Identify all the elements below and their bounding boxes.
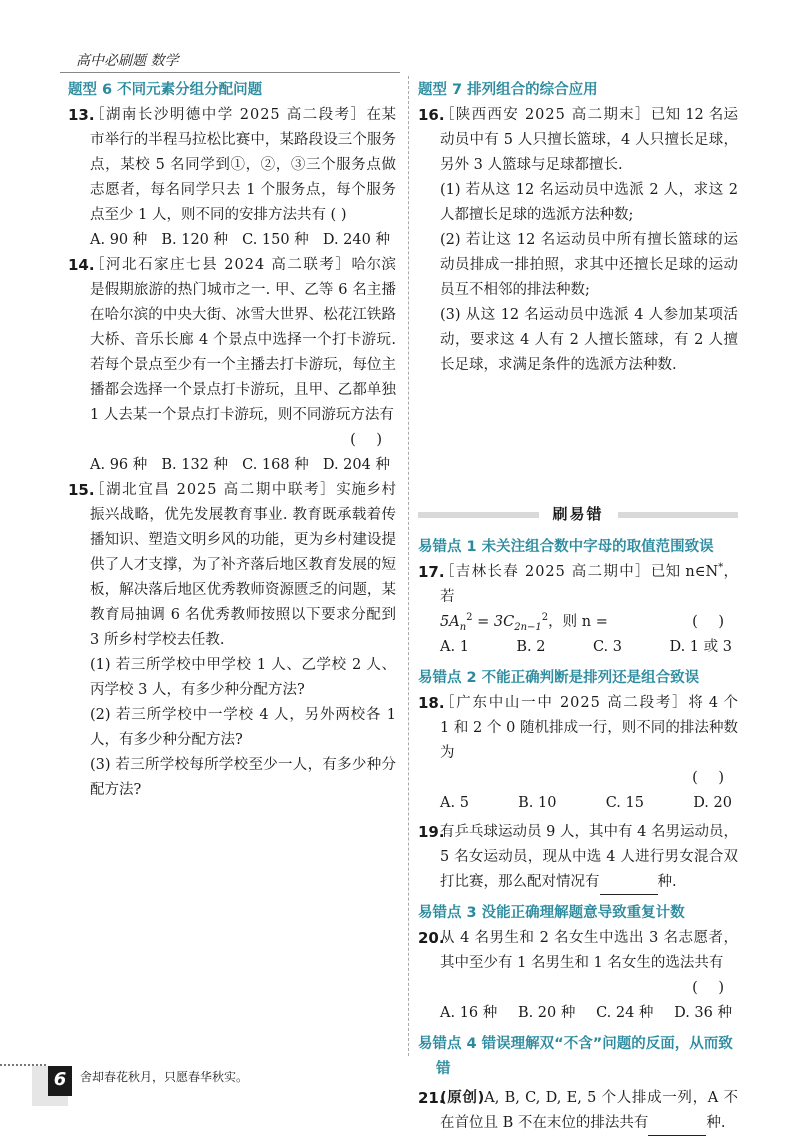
question-tail: 种. — [657, 874, 677, 890]
section-bar-line-left — [418, 512, 539, 518]
question-source: ［湖北宜昌 2025 高二期中联考］ — [90, 482, 337, 498]
sub-question-3: (3) 从这 12 名运动员中选派 4 人参加某项活动，要求这 4 人有 2 人擅长篮球，有 2 人擅长足球，求满足条件的选派方法种数. — [440, 307, 738, 373]
option-b: B. 20 种 — [517, 1005, 576, 1021]
sub-question-3: (3) 若三所学校每所学校至少一人，有多少种分配方法? — [90, 757, 396, 798]
option-b: B. 120 种 — [161, 232, 229, 248]
option-d: D. 204 种 — [322, 457, 390, 473]
question-18 — [418, 691, 738, 816]
question-source: ［湖南长沙明德中学 2025 高二段考］ — [90, 107, 367, 123]
sub-question-1: (1) 若三所学校中甲学校 1 人、乙学校 2 人、丙学校 3 人，有多少种分配方法? — [90, 657, 396, 698]
question-number: 13. — [68, 106, 95, 124]
option-c: C. 3 — [592, 639, 622, 655]
question-text: 已知 n∈N — [650, 564, 719, 580]
question-13 — [68, 103, 396, 253]
section-bar-label: 刷易错 — [552, 505, 604, 523]
option-a: A. 96 种 — [90, 457, 148, 473]
left-column — [68, 76, 396, 803]
option-b: B. 2 — [516, 639, 546, 655]
equation-part: ，则 n = — [548, 614, 608, 630]
question-17 — [418, 560, 738, 660]
answer-blank-parens: ( ) — [350, 432, 390, 448]
question-number: 18. — [418, 694, 445, 712]
equation-line — [440, 610, 738, 635]
fill-in-blank[interactable] — [600, 878, 658, 895]
question-20 — [418, 926, 738, 1026]
error-point-3: 易错点 3 没能正确理解题意导致重复计数 — [418, 905, 685, 921]
subscript: n — [459, 621, 467, 633]
question-15 — [68, 478, 396, 803]
option-b: B. 10 — [518, 795, 557, 811]
sub-question-2: (2) 若三所学校中一学校 4 人，另外两校各 1 人，有多少种分配方法? — [90, 707, 396, 748]
option-d: D. 240 种 — [322, 232, 390, 248]
subscript: 2n−1 — [514, 621, 542, 633]
option-d: D. 20 — [693, 795, 732, 811]
question-text: 有乒乓球运动员 9 人，其中有 4 名男运动员，5 名女运动员，现从中选 4 人进行男女混合双打比赛，那么配对情况有 — [440, 824, 738, 890]
question-16 — [418, 103, 738, 378]
answer-blank-parens: ( ) — [692, 980, 732, 996]
option-c: C. 168 种 — [242, 457, 309, 473]
option-a: A. 16 种 — [440, 1005, 498, 1021]
answer-options — [440, 791, 738, 816]
sub-question-1: (1) 若从这 12 名运动员中选派 2 人，求这 2 人都擅长足球的选派方法种数; — [440, 182, 738, 223]
column-divider — [408, 76, 409, 1056]
option-a: A. 5 — [440, 795, 469, 811]
option-d: D. 36 种 — [674, 1005, 732, 1021]
question-text: 已知 12 名运动员中有 5 人只擅长篮球，4 人只擅长足球，另外 3 人篮球与足球都擅长. — [440, 107, 738, 173]
question-text: 将 4 个 1 和 2 个 0 随机排成一行，则不同的排法种数为 — [440, 695, 738, 761]
section-bar-line-right — [618, 512, 739, 518]
footer-motto: 舍却春花秋月，只愿春华秋实。 — [80, 1070, 249, 1084]
question-source: ［陕西西安 2025 高二期末］ — [440, 107, 651, 123]
equation-part: 5A — [440, 614, 460, 630]
section-bar-errors — [418, 502, 738, 527]
question-number: 14. — [68, 256, 95, 274]
superscript: 2 — [466, 612, 473, 624]
question-text: 哈尔滨是假期旅游的热门城市之一. 甲、乙等 6 名主播在哈尔滨的中央大街、冰雪大世界、松花江铁路大桥、音乐长廊 4 个景点中选择一个打卡游玩. 若每个景点至少有一个主播去打卡游玩，每位主播都会选择一个景点打卡游玩，且甲、乙都单独 1 人去某一个景点打卡游玩，则不同游玩方法有 — [90, 257, 396, 423]
option-c: C. 15 — [605, 795, 644, 811]
sub-question-2: (2) 若让这 12 名运动员中所有擅长篮球的运动员排成一排拍照，求其中还擅长足球的运动员互不相邻的排法种数; — [440, 232, 738, 298]
question-text: 从 4 名男生和 2 名女生中选出 3 名志愿者，其中至少有 1 名男生和 1 名女生的选法共有 — [440, 930, 738, 971]
question-tail: 种. — [706, 1115, 726, 1131]
section-heading-type6: 题型 6 不同元素分组分配问题 — [68, 82, 263, 98]
question-number: 20. — [418, 929, 445, 947]
question-text: 实施乡村振兴战略，优先发展教育事业. 教育既承载着传播知识、塑造文明乡风的功能，更为乡村建设提供了人才支撑，为了补齐落后地区教育发展的短板，解决落后地区优秀教师资源匮乏的问题，某教育局抽调 6 名优秀教师按照以下要求分配到 3 所乡村学校去任教. — [90, 482, 397, 648]
error-point-4: 易错点 4 错误理解双“不含”问题的反面，从而致错 — [418, 1036, 733, 1077]
answer-blank-parens: ( ) — [692, 770, 732, 786]
error-point-1: 易错点 1 未关注组合数中字母的取值范围致误 — [418, 539, 714, 555]
question-source: ［河北石家庄七县 2024 高二联考］ — [90, 257, 352, 273]
page-number: 6 — [48, 1066, 72, 1096]
question-21 — [418, 1086, 738, 1136]
error-point-2: 易错点 2 不能正确判断是排列还是组合致误 — [418, 670, 700, 686]
question-14 — [68, 253, 396, 478]
right-column — [418, 76, 738, 1136]
fill-in-blank[interactable] — [648, 1119, 706, 1136]
question-number: 19. — [418, 823, 445, 841]
answer-options — [90, 228, 396, 253]
option-c: C. 24 种 — [596, 1005, 654, 1021]
option-b: B. 132 种 — [161, 457, 229, 473]
question-source: ［吉林长春 2025 高二期中］ — [440, 564, 651, 580]
question-number: 15. — [68, 481, 95, 499]
question-source: ［广东中山一中 2025 高二段考］ — [440, 695, 689, 711]
section-heading-type7: 题型 7 排列组合的综合应用 — [418, 82, 598, 98]
question-number: 16. — [418, 106, 445, 124]
question-text: 在某市举行的半程马拉松比赛中，某路段设三个服务点，某校 5 名同学到①，②，③三个服务点做志愿者，每名同学只去 1 个服务点，每个服务点至少 1 人，则不同的安排方法共有 ( ) — [90, 107, 396, 223]
option-a: A. 1 — [440, 639, 469, 655]
question-text: A, B, C, D, E, 5 个人排成一列，A 不在首位且 B 不在末位的排法共有 — [440, 1090, 738, 1131]
option-a: A. 90 种 — [90, 232, 148, 248]
question-19 — [418, 820, 738, 895]
answer-blank-parens: ( ) — [692, 614, 732, 630]
running-header: 高中必刷题 数学 — [76, 53, 179, 69]
header-rule — [60, 72, 400, 73]
answer-options — [440, 1001, 738, 1026]
answer-options — [440, 635, 738, 660]
option-c: C. 150 种 — [242, 232, 309, 248]
question-text-cont: ，若 — [440, 564, 738, 605]
answer-options — [90, 453, 396, 478]
equation-part: = 3C — [472, 614, 515, 630]
option-d: D. 1 或 3 — [669, 639, 732, 655]
question-number: 17. — [418, 563, 445, 581]
question-number: 21. — [418, 1089, 445, 1107]
question-source: (原创) — [440, 1090, 485, 1106]
superscript-star: * — [718, 562, 724, 574]
superscript: 2 — [541, 612, 549, 624]
